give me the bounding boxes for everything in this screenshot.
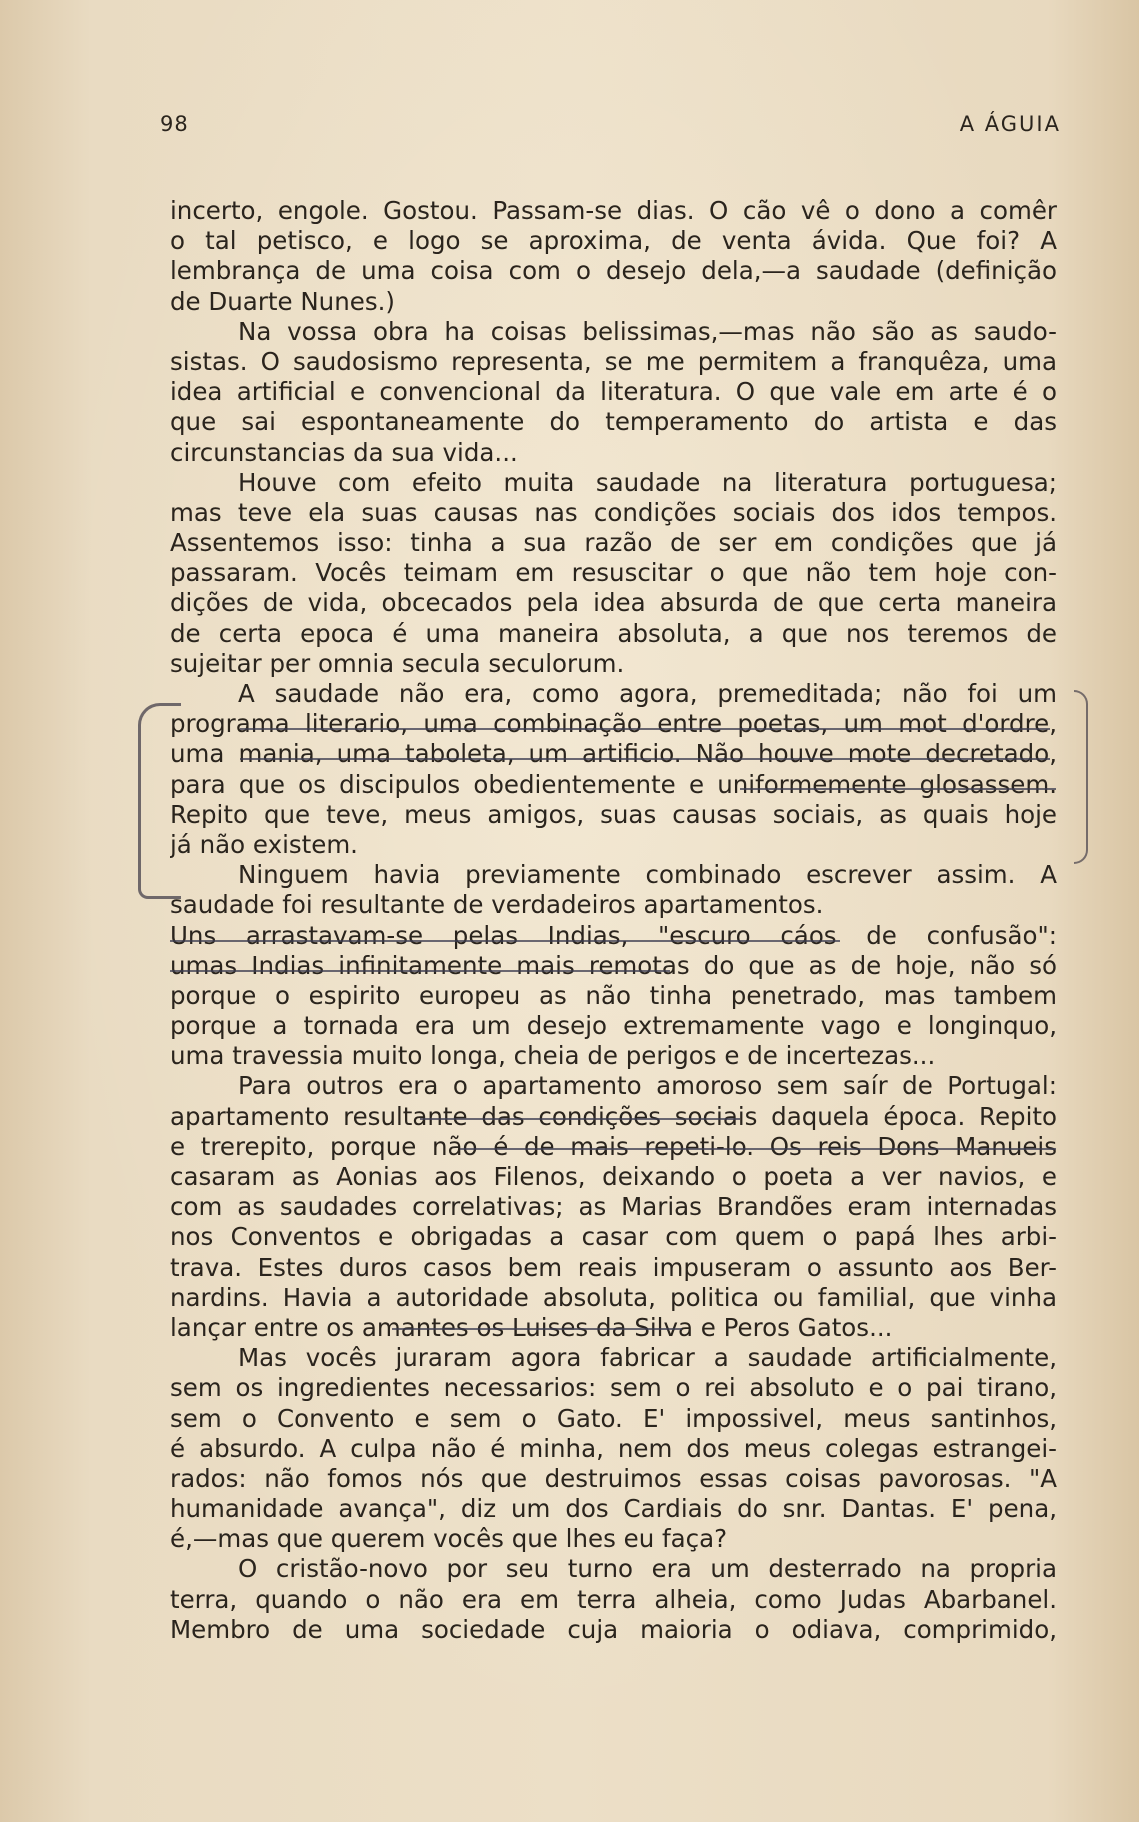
text-line: sistas. O saudosismo representa, se me permitem a franquêza, uma	[170, 346, 1057, 376]
text-line: rados: não fomos nós que destruimos essas coisas pavorosas. "A	[170, 1463, 1057, 1493]
text-line: Mas vocês juraram agora fabricar a saudade artificialmente,	[238, 1343, 1057, 1373]
text-line: trava. Estes duros casos bem reais impuseram o assunto aos Ber-	[170, 1252, 1057, 1282]
text-line: sujeitar per omnia secula seculorum.	[170, 648, 625, 678]
pencil-underline	[170, 970, 670, 972]
pencil-underline	[170, 940, 840, 942]
pencil-underline	[740, 788, 1056, 790]
text-line: o tal petisco, e logo se aproxima, de venta ávida. Que foi? A	[170, 226, 1057, 256]
pencil-bracket-right	[1074, 690, 1088, 864]
text-line: lembrança de uma coisa com o desejo dela,—a saudade (definição	[170, 256, 1057, 286]
text-line: Na vossa obra ha coisas belissimas,—mas não são as saudo-	[238, 316, 1057, 346]
text-line: Houve com efeito muita saudade na literatura portuguesa;	[238, 467, 1057, 497]
text-line: Membro de uma sociedade cuja maioria o odiava, comprimido,	[170, 1614, 1057, 1644]
text-line: Uns arrastavam-se pelas Indias, "escuro cáos de confusão":	[170, 920, 1057, 950]
text-line: já não existem.	[170, 829, 358, 859]
text-line: para que os discipulos obedientemente e uniformemente glosassem.	[170, 769, 1057, 799]
text-line: com as saudades correlativas; as Marias Brandões eram internadas	[170, 1192, 1057, 1222]
text-line: porque o espirito europeu as não tinha penetrado, mas tambem	[170, 980, 1057, 1010]
text-line: dições de vida, obcecados pela idea absurda de que certa maneira	[170, 588, 1057, 618]
text-line: Repito que teve, meus amigos, suas causas sociais, as quais hoje	[170, 799, 1057, 829]
text-line: Assentemos isso: tinha a sua razão de ser em condições que já	[170, 528, 1057, 558]
pencil-underline	[240, 728, 1050, 730]
text-line: humanidade avança", diz um dos Cardiais do snr. Dantas. E' pena,	[170, 1494, 1057, 1524]
text-line: lançar entre os amantes os Luises da Silva e Peros Gatos...	[170, 1312, 893, 1342]
text-line: que sai espontaneamente do temperamento do artista e das	[170, 407, 1057, 437]
text-line: uma travessia muito longa, cheia de perigos e de incertezas...	[170, 1041, 936, 1071]
running-title: A ÁGUIA	[959, 112, 1061, 136]
text-line: terra, quando o não era em terra alheia, como Judas Abarbanel.	[170, 1584, 1057, 1614]
pencil-underline	[392, 1328, 682, 1330]
text-line: casaram as Aonias aos Filenos, deixando o poeta a ver navios, e	[170, 1162, 1057, 1191]
page-number: 98	[160, 112, 189, 136]
text-line: saudade foi resultante de verdadeiros apartamentos.	[170, 890, 824, 920]
pencil-underline	[420, 1118, 740, 1120]
text-line: é,—mas que querem vocês que lhes eu faça?	[170, 1524, 728, 1554]
text-line: nos Conventos e obrigadas a casar com quem o papá lhes arbi-	[170, 1222, 1057, 1252]
page-header	[160, 112, 1061, 142]
text-line: circunstancias da sua vida...	[170, 437, 518, 467]
pencil-underline	[460, 1148, 1056, 1150]
body-text	[170, 196, 1057, 1645]
text-line: Ninguem havia previamente combinado escrever assim. A	[238, 860, 1057, 890]
text-line: de certa epoca é uma maneira absoluta, a que nos teremos de	[170, 618, 1057, 648]
text-line: passaram. Vocês teimam em resuscitar o que não tem hoje con-	[170, 558, 1057, 588]
pencil-underline	[240, 758, 1050, 760]
pencil-bracket-left	[138, 703, 181, 899]
text-line: umas Indias infinitamente mais remotas do que as de hoje, não só	[170, 950, 1057, 980]
text-line: porque a tornada era um desejo extremamente vago e longinquo,	[170, 1011, 1057, 1041]
text-line: e trerepito, porque não é de mais repeti-lo. Os reis Dons Manueis	[170, 1131, 1057, 1161]
text-line: O cristão-novo por seu turno era um desterrado na propria	[238, 1554, 1057, 1584]
text-line: sem o Convento e sem o Gato. E' impossivel, meus santinhos,	[170, 1403, 1057, 1433]
text-line: apartamento resultante das condições sociais daquela época. Repito	[170, 1101, 1057, 1131]
text-line: é absurdo. A culpa não é minha, nem dos meus colegas estrangei-	[170, 1433, 1057, 1463]
text-line: idea artificial e convencional da literatura. O que vale em arte é o	[170, 377, 1057, 407]
text-line: programa literario, uma combinação entre poetas, um mot d'ordre,	[170, 709, 1057, 739]
text-line: mas teve ela suas causas nas condições sociais dos idos tempos.	[170, 497, 1057, 527]
text-line: uma mania, uma taboleta, um artificio. Não houve mote decretado,	[170, 739, 1057, 769]
text-line: Para outros era o apartamento amoroso sem saír de Portugal:	[238, 1071, 1057, 1101]
text-line: nardins. Havia a autoridade absoluta, politica ou familial, que vinha	[170, 1282, 1057, 1312]
text-line: A saudade não era, como agora, premeditada; não foi um	[238, 679, 1057, 708]
text-line: de Duarte Nunes.)	[170, 286, 395, 316]
text-line: incerto, engole. Gostou. Passam-se dias. O cão vê o dono a comêr	[170, 196, 1057, 225]
text-line: sem os ingredientes necessarios: sem o rei absoluto e o pai tirano,	[170, 1373, 1057, 1403]
